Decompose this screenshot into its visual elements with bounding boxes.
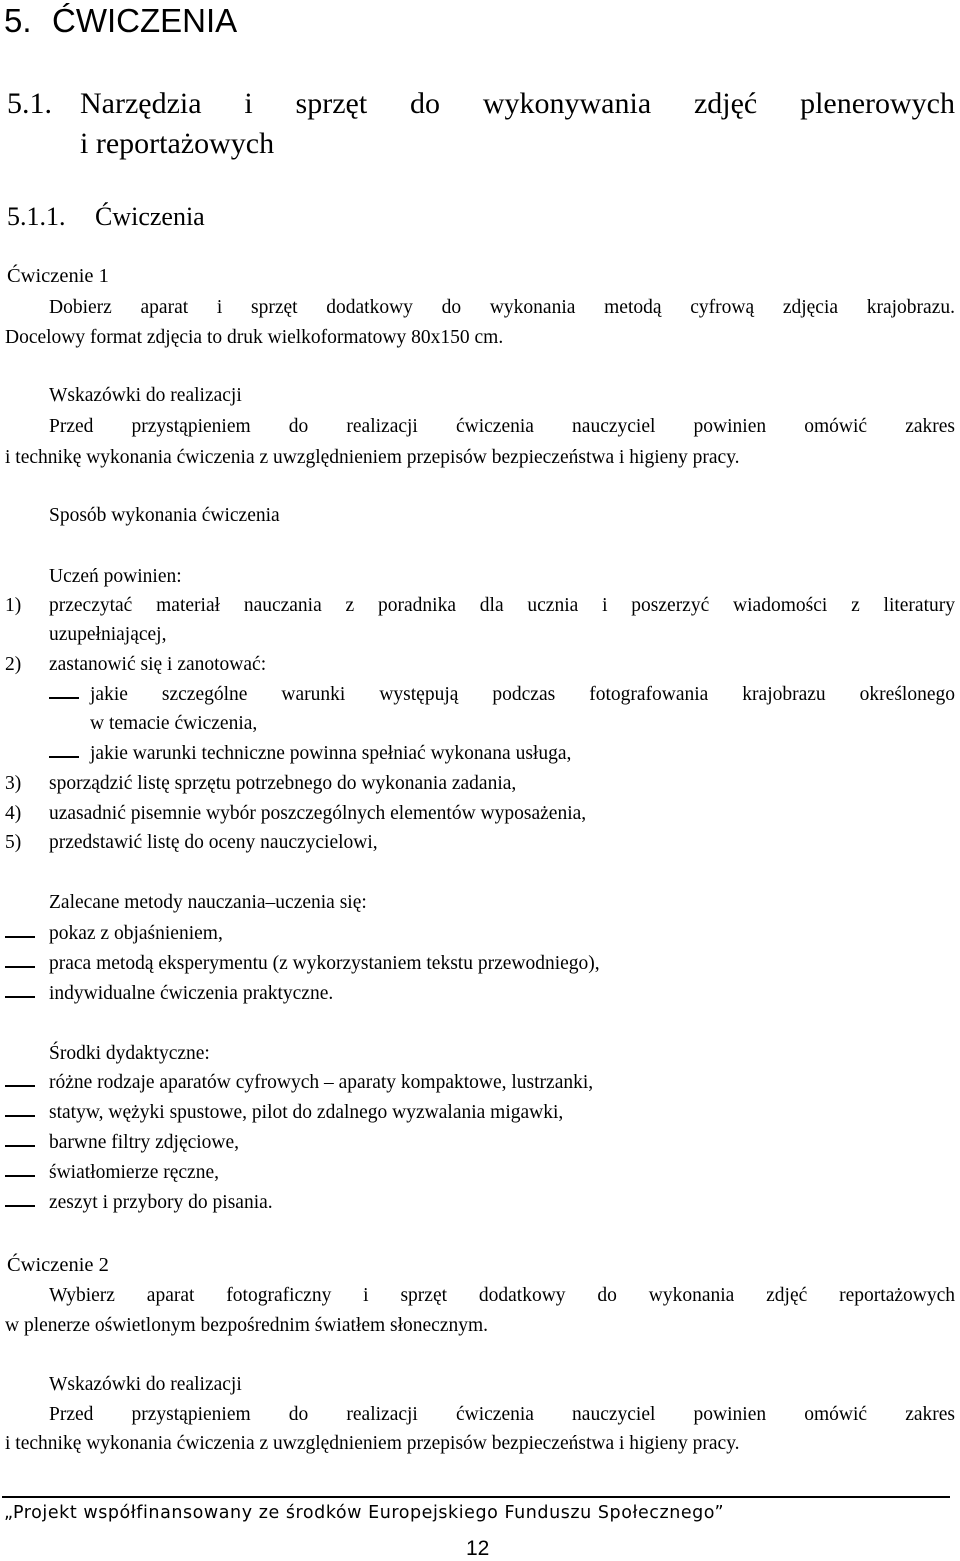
exercise-1-heading: Ćwiczenie 1 (7, 265, 109, 287)
step-number: 1) (5, 595, 22, 616)
chapter-title: ĆWICZENIA (52, 2, 238, 39)
page-number: 12 (466, 1537, 490, 1560)
footer-rule (2, 1496, 950, 1498)
step-text-continued: uzupełniającej, (49, 624, 167, 645)
substep-text: jakie szczególne warunki występują podczas fotografowania krajobrazu określonego (90, 684, 955, 705)
resource-item: barwne filtry zdjęciowe, (49, 1132, 240, 1153)
exercise-1-task-line-1: Dobierz aparat i sprzęt dodatkowy do wykonania metodą cyfrową zdjęcia krajobrazu. (49, 297, 955, 318)
dash-bullet (5, 1175, 35, 1177)
dash-bullet (49, 756, 79, 758)
step-number: 2) (5, 654, 22, 675)
step-text: sporządzić listę sprzętu potrzebnego do wykonania zadania, (49, 773, 517, 794)
step-text: uzasadnić pisemnie wybór poszczególnych elementów wyposażenia, (49, 803, 587, 824)
dash-bullet (5, 966, 35, 968)
section-title-line-2: i reportażowych (80, 127, 275, 160)
resource-item: różne rodzaje aparatów cyfrowych – aparaty kompaktowe, lustrzanki, (49, 1072, 594, 1093)
dash-bullet (5, 936, 35, 938)
exercise-1-hints-line-2: i technikę wykonania ćwiczenia z uwzględnieniem przepisów bezpieczeństwa i higieny pracy. (5, 447, 740, 468)
method-item: praca metodą eksperymentu (z wykorzystaniem tekstu przewodniego), (49, 953, 600, 974)
resource-item: światłomierze ręczne, (49, 1162, 219, 1183)
student-intro: Uczeń powinien: (49, 566, 182, 587)
exercise-1-hints-line-1: Przed przystąpieniem do realizacji ćwiczenia nauczyciel powinien omówić zakres (49, 416, 955, 437)
step-text: przeczytać materiał nauczania z poradnika dla ucznia i poszerzyć wiadomości z literatury (49, 595, 955, 616)
resource-item: zeszyt i przybory do pisania. (49, 1192, 273, 1213)
substep-text: jakie warunki techniczne powinna spełniać wykonana usługa, (90, 743, 572, 764)
method-item: pokaz z objaśnieniem, (49, 923, 223, 944)
dash-bullet (5, 1205, 35, 1207)
step-text: zastanowić się i zanotować: (49, 654, 267, 675)
step-number: 5) (5, 832, 22, 853)
step-number: 4) (5, 803, 22, 824)
exercise-2-task-line-2: w plenerze oświetlonym bezpośrednim światłem słonecznym. (5, 1315, 489, 1336)
dash-bullet (49, 697, 79, 699)
exercise-2-task-line-1: Wybierz aparat fotograficzny i sprzęt dodatkowy do wykonania zdjęć reportażowych (49, 1285, 955, 1306)
exercise-2-hints-heading: Wskazówki do realizacji (49, 1374, 242, 1395)
method-heading: Sposób wykonania ćwiczenia (49, 505, 280, 526)
step-text: przedstawić listę do oceny nauczycielowi, (49, 832, 378, 853)
exercise-2-hints-line-2: i technikę wykonania ćwiczenia z uwzględnieniem przepisów bezpieczeństwa i higieny pracy. (5, 1433, 740, 1454)
section-title-line-1: Narzędzia i sprzęt do wykonywania zdjęć plenerowych (80, 87, 955, 120)
resource-item: statyw, wężyki spustowe, pilot do zdalnego wyzwalania migawki, (49, 1102, 564, 1123)
dash-bullet (5, 1115, 35, 1117)
exercise-1-hints-heading: Wskazówki do realizacji (49, 385, 242, 406)
exercise-2-heading: Ćwiczenie 2 (7, 1254, 109, 1276)
resources-heading: Środki dydaktyczne: (49, 1043, 210, 1064)
section-number: 5.1. (7, 87, 52, 120)
chapter-number: 5. (4, 2, 32, 39)
dash-bullet (5, 1085, 35, 1087)
substep-text-continued: w temacie ćwiczenia, (90, 713, 258, 734)
exercise-2-hints-line-1: Przed przystąpieniem do realizacji ćwiczenia nauczyciel powinien omówić zakres (49, 1404, 955, 1425)
subsection-title: Ćwiczenia (95, 202, 205, 231)
dash-bullet (5, 996, 35, 998)
exercise-1-task-line-2: Docelowy format zdjęcia to druk wielkoformatowy 80x150 cm. (5, 327, 504, 348)
method-item: indywidualne ćwiczenia praktyczne. (49, 983, 334, 1004)
methods-heading: Zalecane metody nauczania–uczenia się: (49, 892, 367, 913)
footer-text: „Projekt współfinansowany ze środków Europejskiego Funduszu Społecznego” (4, 1503, 725, 1523)
dash-bullet (5, 1145, 35, 1147)
step-number: 3) (5, 773, 22, 794)
subsection-number: 5.1.1. (7, 202, 66, 231)
